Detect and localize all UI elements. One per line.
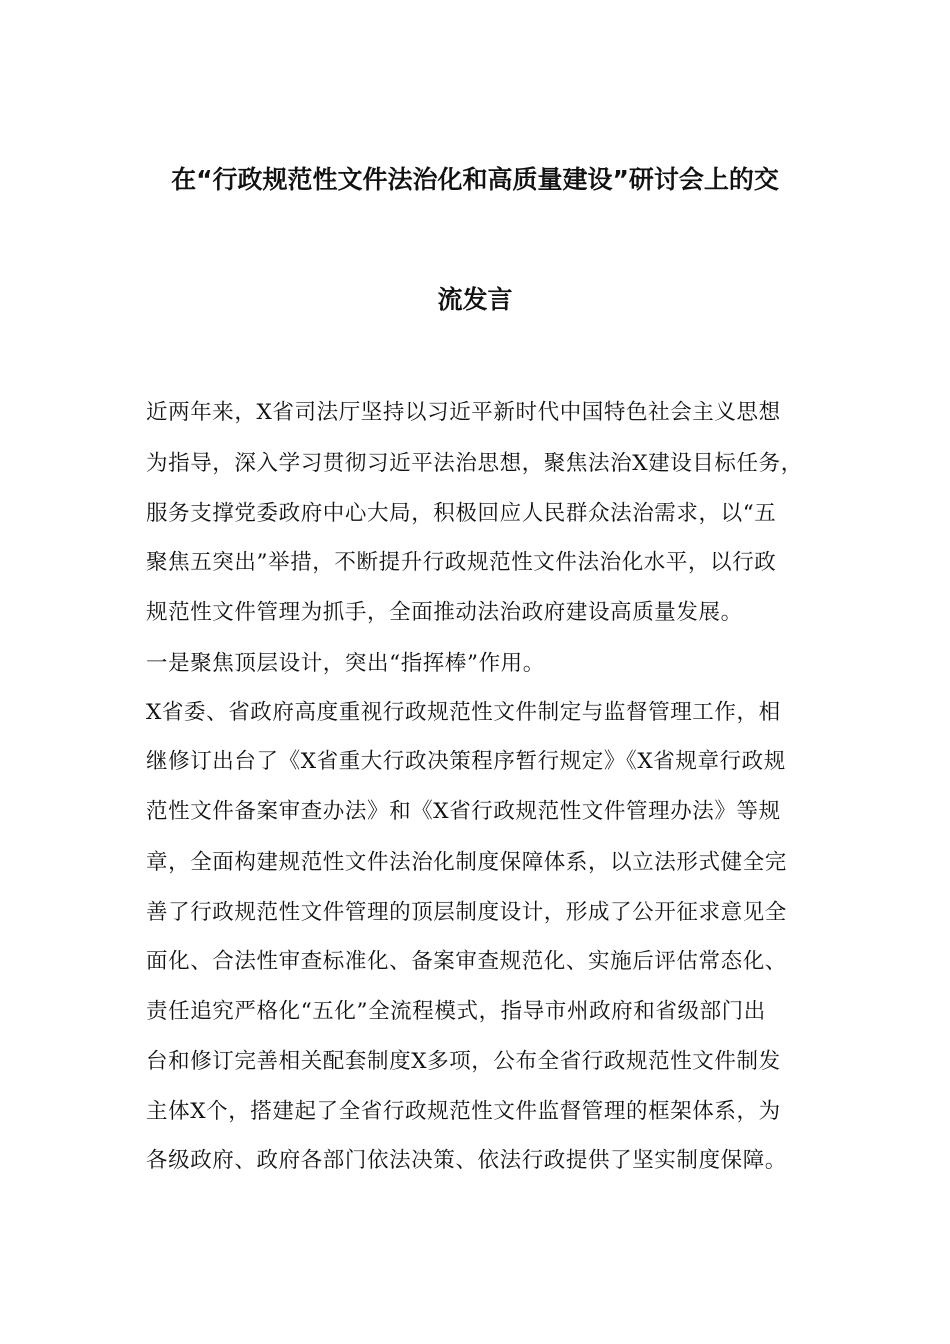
body-line: 主体X个，搭建起了全省行政规范性文件监督管理的框架体系，为 [146, 1099, 781, 1124]
body-line: 服务支撑党委政府中心大局，积极回应人民群众法治需求，以“五 [146, 501, 777, 526]
body-line: 台和修订完善相关配套制度X多项，公布全省行政规范性文件制发 [146, 1049, 781, 1074]
body-line: 继修订出台了《X省重大行政决策程序暂行规定》《X省规章行政规 [146, 749, 786, 774]
body-line: 规范性文件管理为抓手，全面推动法治政府建设高质量发展。 [146, 600, 743, 625]
body-line: 范性文件备案审查办法》和《X省行政规范性文件管理办法》等规 [146, 799, 781, 824]
body-line: 聚焦五突出”举措，不断提升行政规范性文件法治化水平，以行政 [146, 550, 777, 575]
body-line: 善了行政规范性文件管理的顶层制度设计，形成了公开征求意见全 [146, 900, 787, 925]
body-line: 近两年来，X省司法厅坚持以习近平新时代中国特色社会主义思想 [146, 400, 781, 425]
section-heading: 一是聚焦顶层设计，突出“指挥棒”作用。 [146, 651, 545, 676]
body-line: X省委、省政府高度重视行政规范性文件制定与监督管理工作，相 [146, 700, 781, 725]
body-line: 为指导，深入学习贯彻习近平法治思想，聚焦法治X建设目标任务， [146, 451, 803, 476]
document-title-line-2: 流发言 [437, 285, 513, 314]
body-line: 责任追究严格化“五化”全流程模式，指导市州政府和省级部门出 [146, 999, 766, 1024]
document-title-line-1: 在“行政规范性文件法治化和高质量建设”研讨会上的交 [171, 165, 779, 194]
body-line: 章，全面构建规范性文件法治化制度保障体系，以立法形式健全完 [146, 850, 787, 875]
body-line: 面化、合法性审查标准化、备案审查规范化、实施后评估常态化、 [146, 949, 787, 974]
body-line: 各级政府、政府各部门依法决策、依法行政提供了坚实制度保障。 [146, 1148, 787, 1173]
